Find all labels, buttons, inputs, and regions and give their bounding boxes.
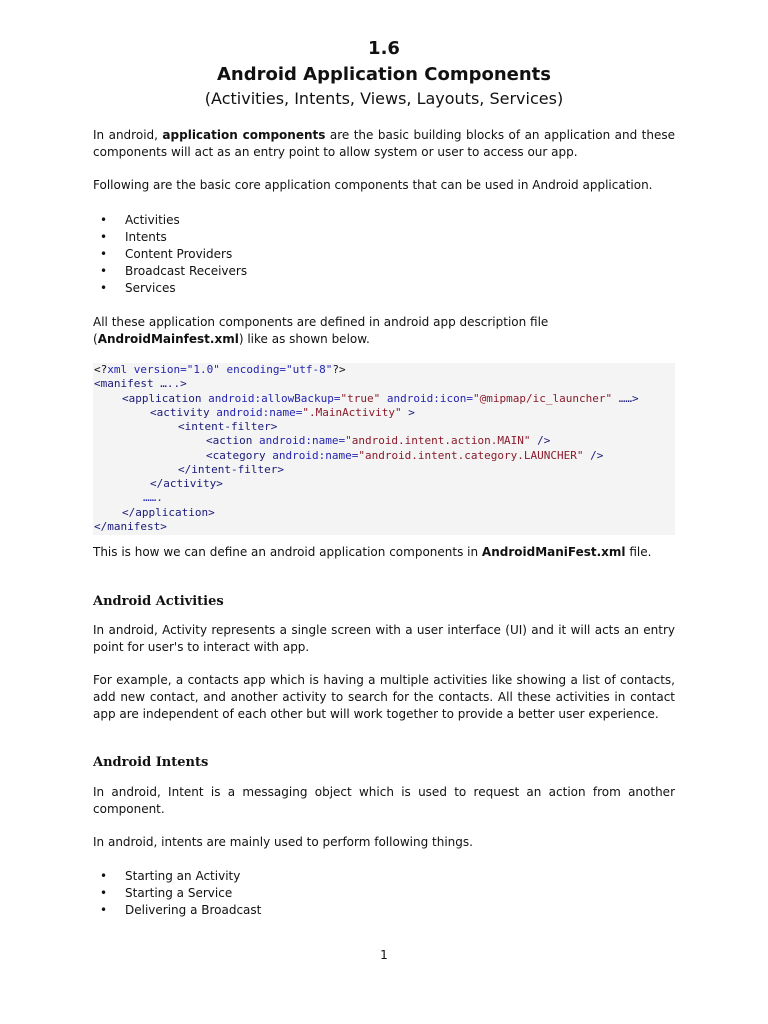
components-intro: Following are the basic core application components that can be used in Android application. <box>93 178 653 192</box>
code-token: > <box>401 406 415 419</box>
intro-paragraph <box>93 127 675 161</box>
code-line: </manifest> <box>94 520 167 533</box>
code-token: "android.intent.category.LAUNCHER" <box>358 449 584 462</box>
code-token: "@mipmap/ic_launcher" <box>473 392 613 405</box>
code-line <box>206 434 550 448</box>
manifest-filename: AndroidMainfest.xml <box>97 332 239 346</box>
section-number: 1.6 <box>368 38 400 59</box>
code-token: "true" <box>340 392 381 405</box>
code-line: <intent-filter> <box>178 420 278 433</box>
code-token: <action <box>206 434 259 447</box>
code-token: android:name= <box>272 449 359 462</box>
list-item: • Services <box>93 280 673 297</box>
intro-text-end: are the basic building blocks of an application and these components will act as an entry point to allow system or user to access our app. <box>93 128 676 159</box>
code-line: <manifest …..> <box>94 377 187 390</box>
list-item: • Content Providers <box>93 246 673 263</box>
code-line <box>122 392 639 406</box>
code-line: </intent-filter> <box>178 463 284 476</box>
code-token: xml version="1.0" encoding="utf-8" <box>107 363 333 376</box>
intents-heading: Android Intents <box>93 755 209 770</box>
code-token: ".MainActivity" <box>302 406 402 419</box>
code-token: /> <box>583 449 604 462</box>
code-token: android:name= <box>258 434 346 447</box>
manifest-intro-end: ) like as shown below. <box>238 332 370 346</box>
code-token: <? <box>94 363 108 376</box>
after-code-text: This is how we can define an android application components in <box>93 545 482 559</box>
code-line <box>94 363 346 377</box>
code-line <box>150 406 415 420</box>
intro-bold-term: application components <box>162 128 326 142</box>
intents-paragraph-2: In android, intents are mainly used to perform following things. <box>93 835 473 849</box>
code-line: </application> <box>122 506 215 519</box>
manifest-intro <box>93 314 675 348</box>
code-line: ……. <box>143 491 163 504</box>
code-token: android:allowBackup= <box>208 392 341 405</box>
code-token: android:icon= <box>380 392 474 405</box>
page-subtitle: (Activities, Intents, Views, Layouts, Services) <box>204 89 564 108</box>
after-code-paragraph <box>93 544 675 561</box>
list-item: • Activities <box>93 212 673 229</box>
code-token: /> <box>530 434 551 447</box>
manifest-intro-line1: All these application components are defined in android app description file <box>93 315 549 329</box>
code-line: </activity> <box>150 477 223 490</box>
activities-paragraph-2: For example, a contacts app which is having a multiple activities like showing a list of contacts, add new contact, and another activity to search for the contacts. All these activities in contact app are independent of each other but will work together to provide a better user experience. <box>93 673 675 721</box>
code-token: android:name= <box>216 406 303 419</box>
code-token: "android.intent.action.MAIN" <box>345 434 531 447</box>
intro-text-start: In android, <box>93 128 163 142</box>
list-item: • Delivering a Broadcast <box>93 902 673 919</box>
activities-heading: Android Activities <box>93 594 224 609</box>
list-item: • Starting a Service <box>93 885 673 902</box>
components-list <box>93 212 673 297</box>
code-block <box>93 363 675 535</box>
manifest-intro-paren: ( <box>93 332 98 346</box>
list-item: • Broadcast Receivers <box>93 263 673 280</box>
code-token: <category <box>206 449 273 462</box>
code-line <box>206 449 603 463</box>
activities-paragraph-1: In android, Activity represents a single screen with a user interface (UI) and it will acts an entry point for user's to interact with app. <box>93 623 675 654</box>
after-code-end: file. <box>625 545 652 559</box>
code-token: <activity <box>150 406 217 419</box>
intents-paragraph-1: In android, Intent is a messaging object which is used to request an action from another component. <box>93 785 675 816</box>
code-token: ……> <box>612 392 639 405</box>
list-item: • Intents <box>93 229 673 246</box>
manifest-filename-bold: AndroidManiFest.xml <box>481 545 626 559</box>
code-token: ?> <box>332 363 346 376</box>
page-title: Android Application Components <box>216 64 551 85</box>
page-number: 1 <box>380 948 388 962</box>
intents-list <box>93 868 673 919</box>
code-token: <application <box>122 392 209 405</box>
list-item: • Starting an Activity <box>93 868 673 885</box>
